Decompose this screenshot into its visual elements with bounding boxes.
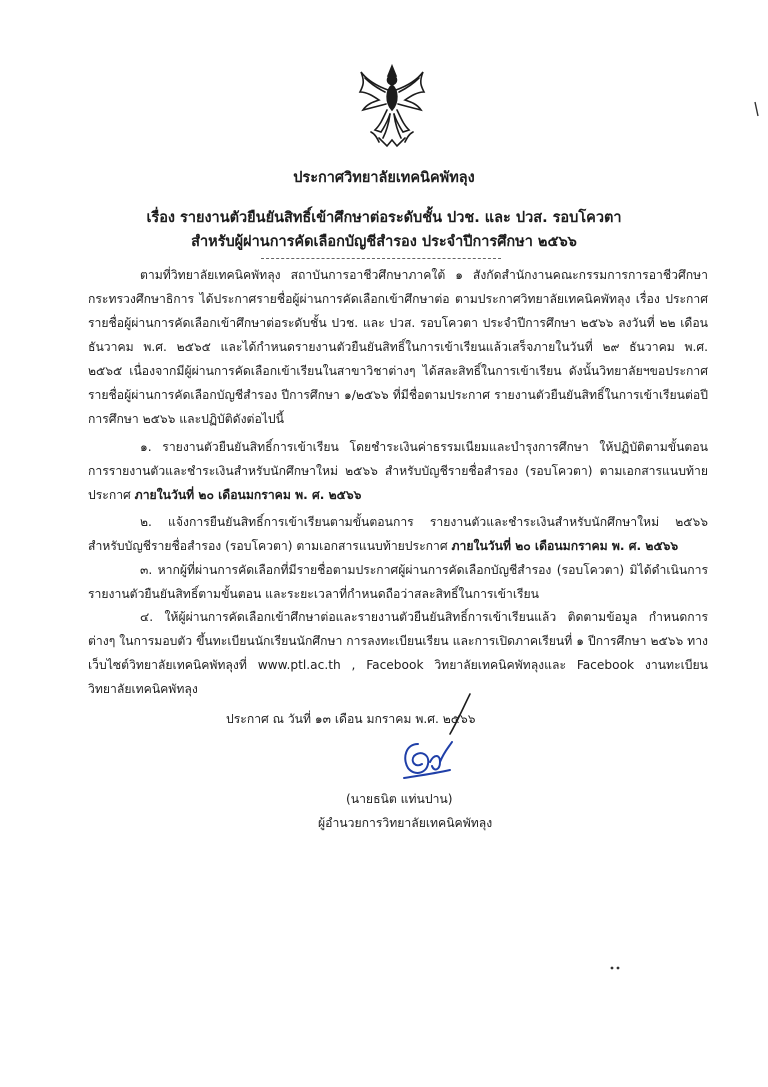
announcement-date: ประกาศ ณ วันที่ ๑๓ เดือน มกราคม พ.ศ. ๒๕๖๖: [226, 712, 476, 726]
item-2-paragraph: [88, 510, 708, 558]
scan-mark: [752, 100, 762, 120]
item-1-paragraph: [88, 435, 708, 507]
item-3: [88, 558, 708, 606]
signer-position: ผู้อำนวยการวิทยาลัยเทคนิคพัทลุง: [318, 816, 493, 830]
item-1-text: ๑. รายงานตัวยืนยันสิทธิ์การเข้าเรียน โดยชำระเงินค่าธรรมเนียมและบำรุงการศึกษา ให้ปฏิบัติตามขั้นตอนการรายงานตัวและชำระเงินสำหรับนักศึกษาใหม่ ๒๕๖๖ สำหรับบัญชีรายชื่อสำรอง (รอบโควตา) ตามเอกสารแนบท้ายประกาศ: [88, 440, 708, 502]
intro-paragraph: [88, 263, 708, 431]
item-1: [88, 435, 708, 507]
item-4: [88, 605, 708, 701]
signer-name: (นายธนิต แท่นปาน): [346, 792, 453, 806]
item-4-text: ๔. ให้ผู้ผ่านการคัดเลือกเข้าศึกษาต่อและรายงานตัวยืนยันสิทธิ์การเข้าเรียนแล้ว ติดตามข้อมูล กำหนดการต่างๆ ในการมอบตัว ขึ้นทะเบียนนักเรียนนักศึกษา การลงทะเบียนเรียน และการเปิดภาคเรียนที่ ๑ ปีการศึกษา ๒๕๖๖ ทางเว็บไซต์วิทยาลัยเทคนิคพัทลุงที่ www.ptl.ac.th , Facebook วิทยาลัยเทคนิคพัทลุงและ Facebook งานทะเบียนวิทยาลัยเทคนิคพัทลุง: [88, 610, 708, 696]
item-2-text: ๒. แจ้งการยืนยันสิทธิ์การเข้าเรียนตามขั้นตอนการ รายงานตัวและชำระเงินสำหรับนักศึกษาใหม่ ๒๕๖๖ สำหรับบัญชีรายชื่อสำรอง (รอบโควตา) ตามเอกสารแนบท้ายประกาศ: [88, 515, 708, 553]
garuda-emblem-icon: [357, 62, 427, 150]
document-title: ประกาศวิทยาลัยเทคนิคพัทลุง: [293, 170, 475, 186]
subject-line-1: เรื่อง รายงานตัวยืนยันสิทธิ์เข้าศึกษาต่อระดับชั้น ปวช. และ ปวส. รอบโควตา: [146, 210, 622, 226]
item-3-text: ๓. หากผู้ที่ผ่านการคัดเลือกที่มีรายชื่อตามประกาศผู้ผ่านการคัดเลือกบัญชีสำรอง (รอบโควตา) มิได้ดำเนินการรายงานตัวยืนยันสิทธิ์ตามขั้นตอน และระยะเวลาที่กำหนดถือว่าสละสิทธิ์ในการเข้าเรียน: [88, 563, 708, 601]
item-1-deadline: ภายในวันที่ ๒๐ เดือนมกราคม พ. ศ. ๒๕๖๖: [134, 488, 362, 502]
dashed-divider: [261, 258, 501, 259]
item-2: [88, 510, 708, 558]
date-pen-stroke: [440, 692, 480, 736]
intro-text: ตามที่วิทยาลัยเทคนิคพัทลุง สถาบันการอาชีวศึกษาภาคใต้ ๑ สังกัดสำนักงานคณะกรรมการการอาชีวศึกษา กระทรวงศึกษาธิการ ได้ประกาศรายชื่อผู้ผ่านการคัดเลือกเข้าศึกษาต่อ ตามประกาศวิทยาลัยเทคนิคพัทลุง เรื่อง ประกาศรายชื่อผู้ผ่านการคัดเลือกเข้าศึกษาต่อระดับชั้น ปวช. และ ปวส. รอบโควตา ประจำปีการศึกษา ๒๕๖๖ ลงวันที่ ๒๒ เดือนธันวาคม พ.ศ. ๒๕๖๕ และได้กำหนดรายงานตัวยืนยันสิทธิ์ในการเข้าเรียนแล้วเสร็จภายในวันที่ ๒๙ ธันวาคม พ.ศ. ๒๕๖๕ เนื่องจากมีผู้ผ่านการคัดเลือกเข้าเรียนในสาขาวิชาต่างๆ ได้สละสิทธิ์ในการเข้าเรียน ดังนั้นวิทยาลัยฯขอประกาศรายชื่อผู้ผ่านการคัดเลือกบัญชีสำรอง ปีการศึกษา ๑/๒๕๖๖ ที่มีชื่อตามประกาศ รายงานตัวยืนยันสิทธิ์ในการเข้าเรียนต่อปีการศึกษา ๒๕๖๖ และปฏิบัติดังต่อไปนี้: [88, 268, 708, 426]
subject-line-2: สำหรับผู้ผ่านการคัดเลือกบัญชีสำรอง ประจำปีการศึกษา ๒๕๖๖: [191, 234, 577, 250]
scan-dots: [606, 964, 626, 972]
item-2-deadline: ภายในวันที่ ๒๐ เดือนมกราคม พ. ศ. ๒๕๖๖: [451, 539, 679, 553]
handwritten-signature: [396, 732, 456, 786]
